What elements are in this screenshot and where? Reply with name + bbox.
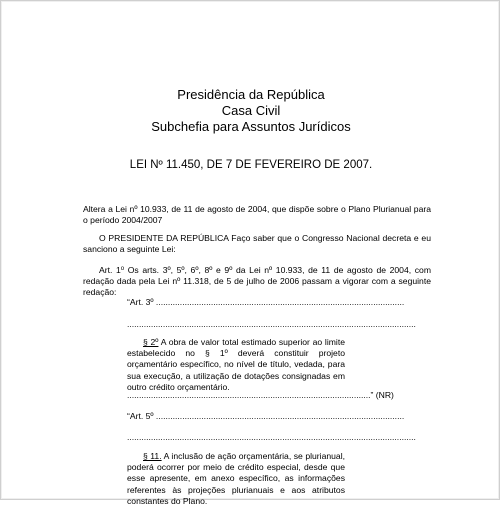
paragraph-11-ref: § 11. [143, 451, 162, 461]
paragraph-11-text: A inclusão de ação orçamentária, se plurianual, poderá ocorrer por meio de crédito especial, desde que esse apresente, em anexo específico, as informações referentes às projeções plurianuais e aos atributos constantes do Plano. [127, 451, 345, 506]
ellipsis-line-1: ......................................................................................................................... [127, 319, 416, 329]
law-title: LEI Nº 11.450, DE 7 DE FEVEREIRO DE 2007. [129, 159, 373, 171]
article-1-text: Os arts. 3º, 5º, 6º, 8º e 9º da Lei nº 10.933, de 11 de agosto de 2004, com redação dada pela Lei nº 11.318, de 5 de julho de 2006 passam a vigorar com a seguinte redação: [83, 265, 431, 298]
article-1: Art. 1$^o$ Os arts. 3º, 5º, 6º, 8º e 9º da Lei nº 10.933, de 11 de agosto de 2004, com redação dada pela Lei nº 11.318, de 5 de julho de 2006 passam a vigorar com a seguinte redação: [83, 265, 431, 298]
paragraph-2 [127, 337, 345, 393]
document-header [1, 87, 501, 135]
header-presidencia: Presidência da República [177, 87, 325, 102]
preamble: O PRESIDENTE DA REPÚBLICA Faço saber que o Congresso Nacional decreta e eu sanciono a seguinte Lei: [83, 233, 431, 255]
nr-line: ......................................................................................................” (NR) [127, 390, 394, 400]
ementa: Altera a Lei nº 10.933, de 11 de agosto de 2004, que dispõe sobre o Plano Plurianual para o período 2004/2007 [83, 204, 431, 226]
article-1-label: Art. 1 [99, 265, 121, 275]
paragraph-2-ref: § 2º [143, 337, 159, 347]
paragraph-11 [127, 451, 345, 507]
header-subchefia: Subchefia para Assuntos Jurídicos [151, 119, 351, 134]
quote-art-5: “Art. 5º ........................................................................................................ [127, 411, 405, 421]
quote-art-3: “Art. 3º ........................................................................................................ [127, 297, 405, 307]
ellipsis-line-2: ......................................................................................................................... [127, 432, 416, 442]
header-casa-civil: Casa Civil [221, 103, 281, 118]
paragraph-2-text: A obra de valor total estimado superior ao limite estabelecido no § 1º deverá constituir projeto orçamentário específico, no nível de título, vedada, para sua execução, a utilização de dotações consignadas em outro crédito orçamentário. [127, 337, 345, 392]
